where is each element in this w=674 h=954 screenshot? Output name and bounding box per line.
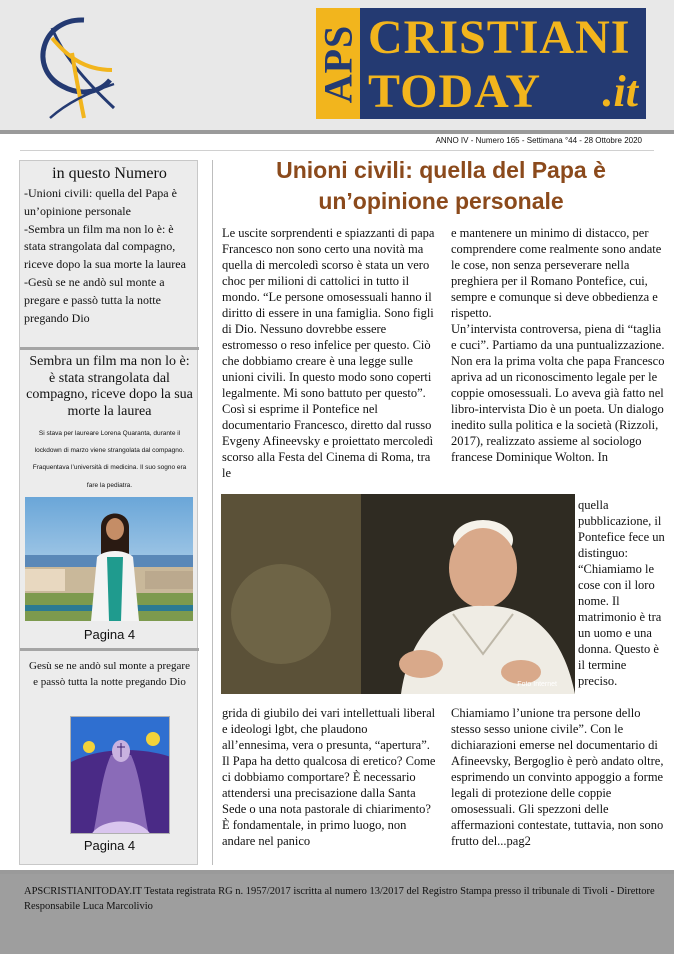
photo-credit: Foto Internet: [517, 681, 557, 688]
article-column1-bottom: grida di giubilo dei vari intellettuali liberal e ideologi lgbt, che plaudono all’ennesima, vera o presunta, “apertura”. Il Papa ha detto qualcosa di eretico? Come ci dobbiamo comportare? È necessario attendersi una precisazione dalla Santa Sede o una nota pastorale di chiarimento? È fondamentale, in primo luogo, non andare nel panico: [222, 706, 436, 848]
woman-portrait-image: [25, 497, 193, 621]
issue-info: ANNO IV - Numero 165 - Settimana °44 - 28 Ottobre 2020: [435, 136, 642, 145]
sidebar-divider: [20, 648, 199, 651]
thin-divider: [20, 150, 654, 151]
header-divider: [0, 130, 674, 134]
masthead: [0, 0, 674, 130]
jesus-praying-art-image: [71, 717, 170, 834]
toc-item[interactable]: -Unioni civili: quella del Papa è un’opinione personale: [24, 186, 177, 218]
sidebar-divider: [20, 347, 199, 350]
brand-suffix: .it: [602, 67, 638, 116]
brand-aps-text: APS: [315, 24, 361, 103]
brand-aps-strip: [316, 8, 360, 119]
article-column2-bottom: Chiamiamo l’unione tra persone dello stesso sesso unione civile”. Con le dichiarazioni emerse nel documentario di Afineevsky, Bergoglio è però andato oltre, esprimendo un convinto appoggio a forme legali di protezione delle coppie omosessuali. Gli spezzoni delle affermazioni contestate, tuttavia, non sono frutto del...pag2: [451, 706, 664, 848]
story1-photo: [25, 497, 193, 621]
table-of-contents: [24, 185, 196, 327]
story2-artwork: [70, 716, 170, 834]
brand-title-line1: CRISTIANI: [368, 11, 631, 64]
story2-page-ref[interactable]: Pagina 4: [83, 838, 136, 853]
article-column2-narrow: quella pubblicazione, il Pontefice fece un distinguo: “Chiamiamo le cose con il loro nome. Il matrimonio è tra un uomo e una donna. Questo è il termine preciso.: [578, 498, 665, 688]
footer: [0, 874, 674, 954]
sidebar: [19, 160, 198, 865]
fish-cross-logo-icon: [22, 8, 117, 123]
article-headline: Unioni civili: quella del Papa è un’opinione personale: [276, 157, 606, 214]
column-divider: [212, 160, 213, 865]
toc-item[interactable]: -Gesù se ne andò sul monte a pregare e passò tutta la notte pregando Dio: [24, 274, 165, 325]
sidebar-title: in questo Numero: [52, 165, 167, 182]
story2-title[interactable]: Gesù se ne andò sul monte a pregare e passò tutta la notte pregando Dio: [29, 660, 190, 689]
toc-item[interactable]: -Sembra un film ma non lo è: è stata strangolata dal compagno, riceve dopo la sua morte la laurea: [24, 221, 186, 272]
pope-photo: [221, 494, 575, 694]
article-column1-top: Le uscite sorprendenti e spiazzanti di papa Francesco non sono certo una novità ma quella di mercoledì scorso è stata un vero choc per milioni di cattolici in tutto il mondo. “Le persone omosessuali hanno il diritto di essere in una famiglia. Sono figli di Dio. Nessuno dovrebbe essere estromesso o reso infelice per questo. Ciò che dobbiamo creare è una legge sulle unioni civili. In questo modo sono coperti legalmente. Mi sono battuto per questo”. Così si esprime il Pontefice nel documentario Francesco, diretto dal russo Evgeny Afineevsky e proiettato mercoledì scorso alla Festa del Cinema di Roma, tra le: [222, 226, 435, 480]
story1-title[interactable]: Sembra un film ma non lo è: è stata strangolata dal compagno, riceve dopo la sua morte la laurea: [26, 354, 193, 419]
story1-teaser: Si stava per laureare Lorena Quaranta, durante il lockdown di marzo viene strangolata dal compagno. Fraquentava l’università di medicina. Il suo sogno era fare la pediatra.: [32, 430, 187, 489]
pope-francis-image: [221, 494, 575, 694]
story1-page-ref[interactable]: Pagina 4: [83, 627, 136, 642]
brand-banner: [316, 8, 646, 119]
footer-legal-text: APSCRISTIANITODAY.IT Testata registrata RG n. 1957/2017 iscritta al numero 13/2017 del Registro Stampa presso il tribunale di Tivoli - Direttore Responsabile Luca Marcolivio: [24, 886, 655, 912]
brand-title-line2: TODAY: [368, 65, 542, 118]
article-column2-top: e mantenere un minimo di distacco, per comprendere come realmente sono andate le cose, non senza perseverare nella preghiera per il Romano Pontefice, cui, sempre e comunque si deve obbedienza e rispetto. Un’intervista controversa, piena di “taglia e cuci”. Partiamo da una puntualizzazione. Non era la prima volta che papa Francesco apriva ad un riconoscimento legale per le coppie omosessuali. Lo aveva già fatto nel libro-intervista Dio è un poeta. Un dialogo inedito sulla politica e la società (Rizzoli, 2017), realizzato assieme al sociologo francese Dominique Wolton. In: [451, 226, 665, 464]
